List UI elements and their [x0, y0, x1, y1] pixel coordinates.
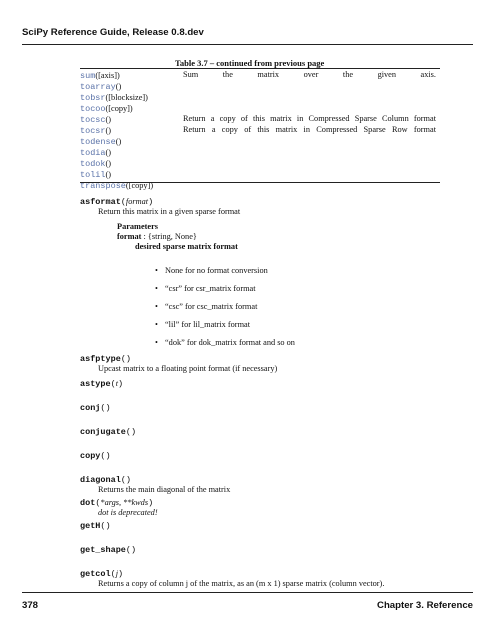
bullet-text: None for no format conversion — [165, 266, 268, 275]
bullet-item: • “csc” for csc_matrix format — [155, 302, 258, 311]
table-caption: Table 3.7 – continued from previous page — [175, 58, 325, 68]
table-description: Sum the matrix over the given axis. — [183, 70, 436, 79]
method-parens: () — [100, 403, 111, 413]
method-signature-astype — [80, 379, 123, 389]
table-row — [80, 114, 111, 125]
method-signature-conj — [80, 403, 111, 413]
running-header-title: SciPy Reference Guide, Release 0.8.dev — [22, 27, 204, 38]
method-name: conjugate — [80, 427, 126, 437]
method-link[interactable]: tocoo — [80, 104, 106, 114]
method-args: () — [115, 82, 122, 91]
method-args: () — [115, 137, 122, 146]
method-args: ([blocksize]) — [105, 93, 148, 102]
method-args: () — [105, 170, 112, 179]
parameters-heading: Parameters — [117, 222, 158, 231]
method-signature-getcol — [80, 569, 123, 579]
method-signature-get-shape — [80, 545, 136, 555]
table-row — [80, 147, 111, 158]
method-name: get_shape — [80, 545, 126, 555]
paren-open: ( — [110, 569, 116, 579]
method-name: asformat — [80, 197, 121, 207]
method-args: () — [105, 126, 112, 135]
method-description: Return this matrix in a given sparse format — [98, 207, 241, 216]
table-row — [80, 70, 120, 81]
paren-close: ) — [118, 569, 124, 579]
method-link[interactable]: tocsr — [80, 126, 106, 136]
method-name: dot — [80, 498, 96, 508]
paren-open: ( — [120, 197, 126, 207]
bullet-item: • “dok” for dok_matrix format and so on — [155, 338, 295, 347]
method-link[interactable]: tobsr — [80, 93, 106, 103]
method-parens: () — [120, 475, 132, 485]
bullet-text: “dok” for dok_matrix format and so on — [165, 338, 295, 347]
method-args: *args, **kwds — [100, 498, 149, 507]
paren-close: ) — [118, 379, 124, 389]
parameter-description: desired sparse matrix format — [135, 242, 238, 251]
bullet-text: “csr” for csr_matrix format — [165, 284, 256, 293]
table-description: Return a copy of this matrix in Compressed Sparse Row format — [183, 125, 436, 134]
header-rule — [22, 44, 473, 45]
method-description: Returns the main diagonal of the matrix — [98, 485, 231, 494]
table-row — [80, 103, 133, 114]
method-link[interactable]: todok — [80, 159, 106, 169]
bullet-text: “csc” for csc_matrix format — [165, 302, 258, 311]
method-signature-diagonal — [80, 475, 131, 485]
method-name: copy — [80, 451, 101, 461]
bullet-item: • “csr” for csr_matrix format — [155, 284, 256, 293]
paren-close: ) — [148, 197, 154, 207]
table-top-rule — [80, 68, 440, 69]
method-signature-getH — [80, 521, 111, 531]
method-link[interactable]: toarray — [80, 82, 116, 92]
method-parens: () — [120, 354, 132, 364]
bullet-text: “lil” for lil_matrix format — [165, 320, 251, 329]
method-args: () — [105, 159, 112, 168]
method-signature-asformat — [80, 197, 153, 207]
table-row — [80, 92, 148, 103]
paren-open: ( — [110, 379, 116, 389]
method-parens: () — [100, 451, 111, 461]
paren-open: ( — [95, 498, 101, 508]
table-row — [80, 169, 111, 180]
method-description: Returns a copy of column j of the matrix, as an (m x 1) sparse matrix (column vector). — [98, 579, 385, 588]
method-link[interactable]: sum — [80, 71, 96, 81]
method-name: asfptype — [80, 354, 121, 364]
method-name: astype — [80, 379, 111, 389]
method-description: dot is deprecated! — [98, 508, 158, 517]
parameter-line — [117, 232, 197, 241]
footer-rule — [22, 592, 473, 593]
method-name: diagonal — [80, 475, 121, 485]
table-row — [80, 125, 111, 136]
method-link[interactable]: todense — [80, 137, 116, 147]
method-link[interactable]: todia — [80, 148, 106, 158]
paren-close: ) — [148, 498, 154, 508]
method-parens: () — [125, 427, 137, 437]
table-row — [80, 81, 121, 92]
method-args: j — [115, 569, 119, 578]
method-args: () — [105, 115, 112, 124]
page-number: 378 — [22, 600, 39, 611]
parameter-type: : {string, None} — [143, 232, 197, 241]
method-args: ([copy]) — [125, 181, 154, 190]
method-name: getcol — [80, 569, 111, 579]
method-link[interactable]: tocsc — [80, 115, 106, 125]
method-link[interactable]: transpose — [80, 181, 126, 191]
method-link[interactable]: tolil — [80, 170, 106, 180]
table-row — [80, 136, 121, 147]
table-bottom-rule — [80, 182, 440, 183]
method-parens: () — [100, 521, 111, 531]
method-args: ([copy]) — [105, 104, 133, 113]
method-name: getH — [80, 521, 101, 531]
table-row — [80, 158, 111, 169]
table-description: Return a copy of this matrix in Compressed Sparse Column format — [183, 114, 436, 123]
method-args: t — [115, 379, 119, 388]
method-args: () — [105, 148, 112, 157]
method-signature-dot — [80, 498, 153, 508]
chapter-label: Chapter 3. Reference — [377, 600, 473, 611]
method-signature-copy — [80, 451, 111, 461]
method-signature-conjugate — [80, 427, 136, 437]
method-args: format — [125, 197, 149, 206]
parameter-name: format — [117, 232, 142, 241]
method-parens: () — [125, 545, 137, 555]
method-description: Upcast matrix to a floating point format (if necessary) — [98, 364, 278, 373]
method-signature-asfptype — [80, 354, 131, 364]
bullet-item: • “lil” for lil_matrix format — [155, 320, 251, 329]
method-name: conj — [80, 403, 101, 413]
method-args: ([axis]) — [95, 71, 120, 80]
bullet-item: • None for no format conversion — [155, 266, 268, 275]
